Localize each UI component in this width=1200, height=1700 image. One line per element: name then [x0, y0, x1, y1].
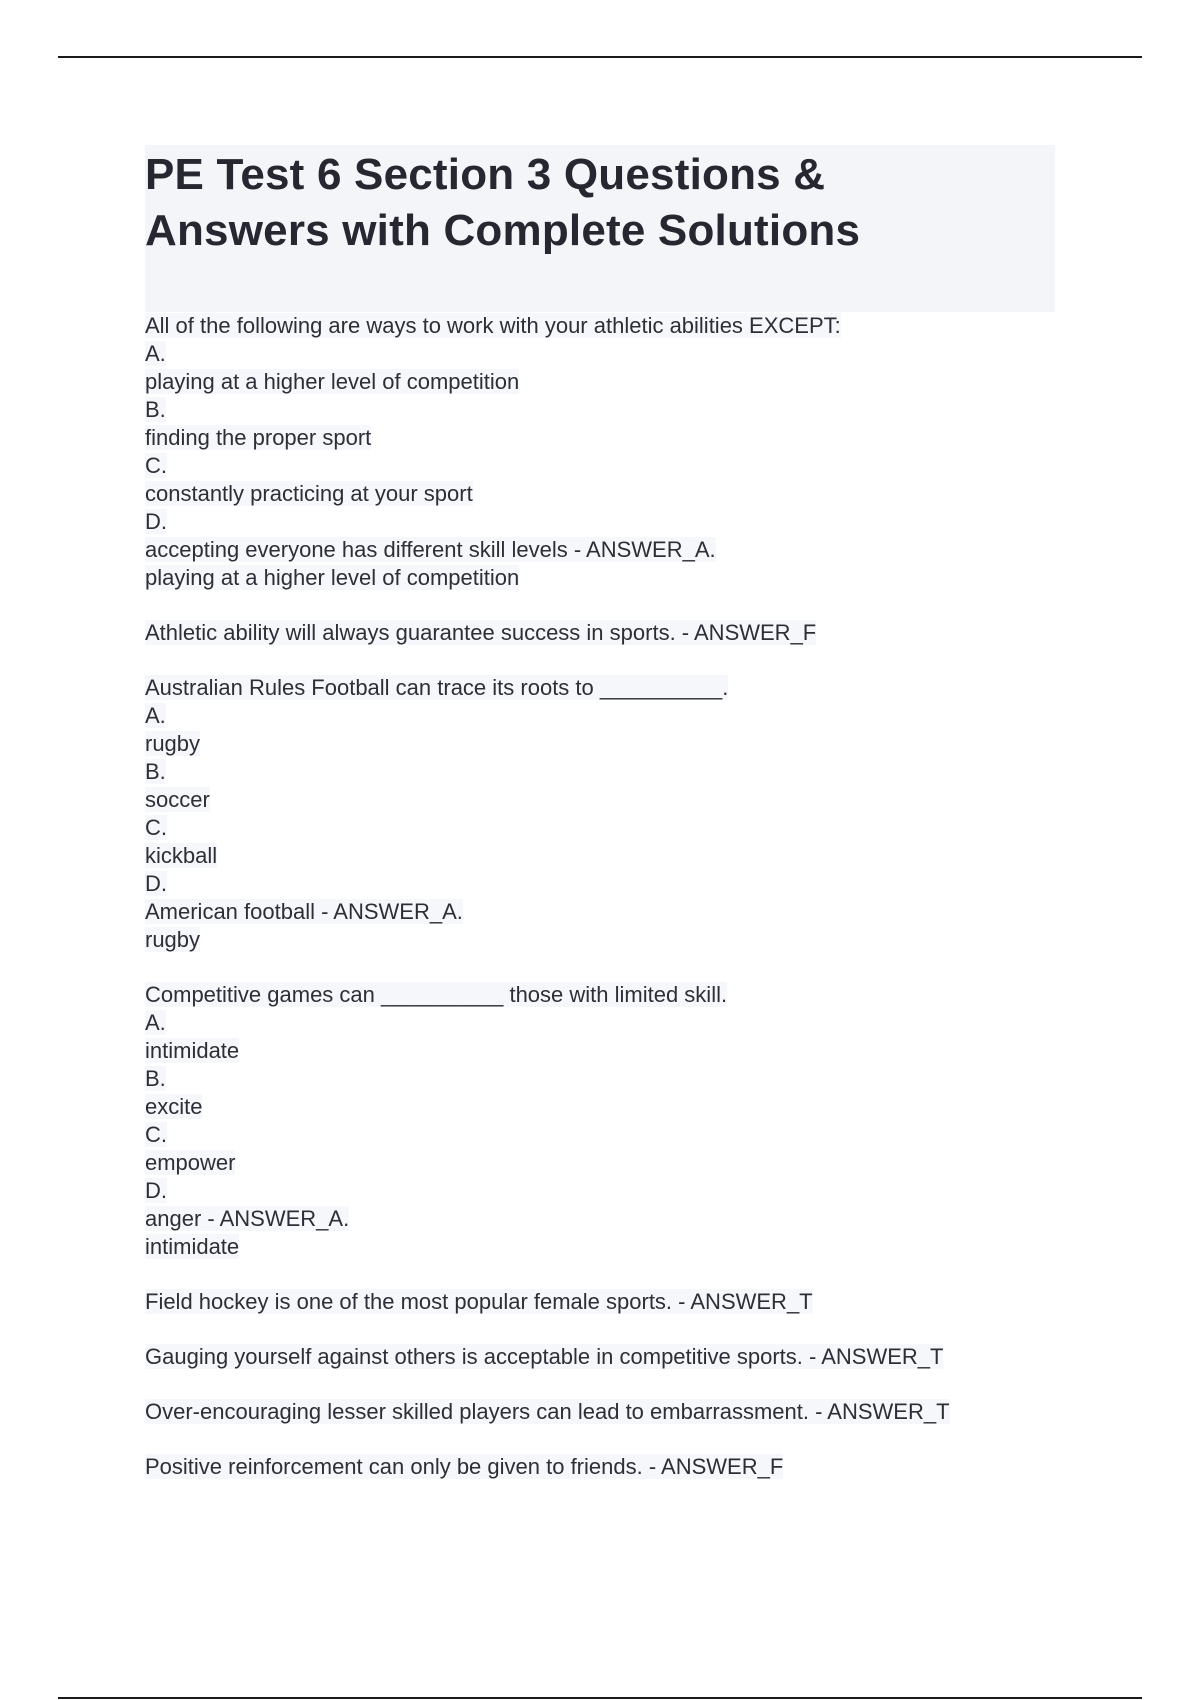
question-block	[145, 981, 1055, 1261]
question-line-text: Positive reinforcement can only be given to friends. - ANSWER_F	[145, 1454, 784, 1479]
question-line-text: playing at a higher level of competition	[145, 565, 520, 590]
title-line-2: Answers with Complete Solutions	[145, 206, 861, 255]
question-line	[145, 1453, 1055, 1481]
top-divider	[58, 56, 1142, 58]
question-line	[145, 1121, 1055, 1149]
question-block	[145, 1453, 1055, 1481]
question-line-text: soccer	[145, 787, 210, 812]
question-line	[145, 981, 1055, 1009]
question-line	[145, 1205, 1055, 1233]
question-line	[145, 1398, 1055, 1426]
question-line	[145, 786, 1055, 814]
question-line	[145, 1093, 1055, 1121]
question-block	[145, 619, 1055, 647]
question-line	[145, 842, 1055, 870]
question-line	[145, 1343, 1055, 1371]
question-line	[145, 1065, 1055, 1093]
question-line	[145, 368, 1055, 396]
question-line-text: excite	[145, 1094, 203, 1119]
question-line-text: Field hockey is one of the most popular female sports. - ANSWER_T	[145, 1289, 813, 1314]
bottom-divider	[58, 1697, 1142, 1699]
question-line	[145, 898, 1055, 926]
question-line-text: A.	[145, 703, 166, 728]
question-line	[145, 1177, 1055, 1205]
document-body	[145, 145, 1055, 1508]
question-line	[145, 1149, 1055, 1177]
question-line	[145, 1037, 1055, 1065]
question-block	[145, 1398, 1055, 1426]
question-line	[145, 564, 1055, 592]
question-line-text: D.	[145, 871, 167, 896]
question-line-text: rugby	[145, 927, 201, 952]
question-line	[145, 619, 1055, 647]
question-line-text: playing at a higher level of competition	[145, 369, 520, 394]
question-line-text: A.	[145, 341, 166, 366]
question-line-text: B.	[145, 759, 166, 784]
title-block	[145, 145, 1055, 312]
question-block	[145, 1343, 1055, 1371]
question-line	[145, 452, 1055, 480]
question-line-text: Athletic ability will always guarantee success in sports. - ANSWER_F	[145, 620, 817, 645]
question-line-text: constantly practicing at your sport	[145, 481, 473, 506]
question-line	[145, 340, 1055, 368]
document-title	[145, 147, 1055, 259]
question-block	[145, 674, 1055, 954]
question-list	[145, 312, 1055, 1481]
question-line	[145, 758, 1055, 786]
question-line	[145, 1009, 1055, 1037]
question-line	[145, 674, 1055, 702]
question-line	[145, 424, 1055, 452]
question-line-text: B.	[145, 397, 166, 422]
question-line	[145, 870, 1055, 898]
question-line-text: kickball	[145, 843, 218, 868]
question-line-text: accepting everyone has different skill levels - ANSWER_A.	[145, 537, 716, 562]
question-line	[145, 702, 1055, 730]
question-line-text: empower	[145, 1150, 236, 1175]
question-block	[145, 1288, 1055, 1316]
question-line-text: intimidate	[145, 1234, 240, 1259]
question-line	[145, 730, 1055, 758]
question-line-text: rugby	[145, 731, 201, 756]
question-line	[145, 1233, 1055, 1261]
question-line-text: D.	[145, 1178, 167, 1203]
question-line-text: C.	[145, 453, 167, 478]
question-line	[145, 480, 1055, 508]
question-block	[145, 312, 1055, 592]
question-line	[145, 926, 1055, 954]
question-line-text: D.	[145, 509, 167, 534]
question-line-text: Gauging yourself against others is acceptable in competitive sports. - ANSWER_T	[145, 1344, 944, 1369]
question-line-text: B.	[145, 1066, 166, 1091]
question-line	[145, 814, 1055, 842]
question-line	[145, 312, 1055, 340]
question-line-text: All of the following are ways to work with your athletic abilities EXCEPT:	[145, 313, 841, 338]
question-line	[145, 1288, 1055, 1316]
question-line-text: C.	[145, 815, 167, 840]
question-line-text: Australian Rules Football can trace its roots to __________.	[145, 675, 729, 700]
question-line-text: anger - ANSWER_A.	[145, 1206, 350, 1231]
question-line-text: Over-encouraging lesser skilled players can lead to embarrassment. - ANSWER_T	[145, 1399, 950, 1424]
question-line	[145, 536, 1055, 564]
question-line	[145, 508, 1055, 536]
title-line-1: PE Test 6 Section 3 Questions &	[145, 150, 826, 199]
question-line-text: American football - ANSWER_A.	[145, 899, 463, 924]
question-line	[145, 396, 1055, 424]
question-line-text: intimidate	[145, 1038, 240, 1063]
question-line-text: A.	[145, 1010, 166, 1035]
question-line-text: C.	[145, 1122, 167, 1147]
question-line-text: Competitive games can __________ those with limited skill.	[145, 982, 728, 1007]
question-line-text: finding the proper sport	[145, 425, 372, 450]
